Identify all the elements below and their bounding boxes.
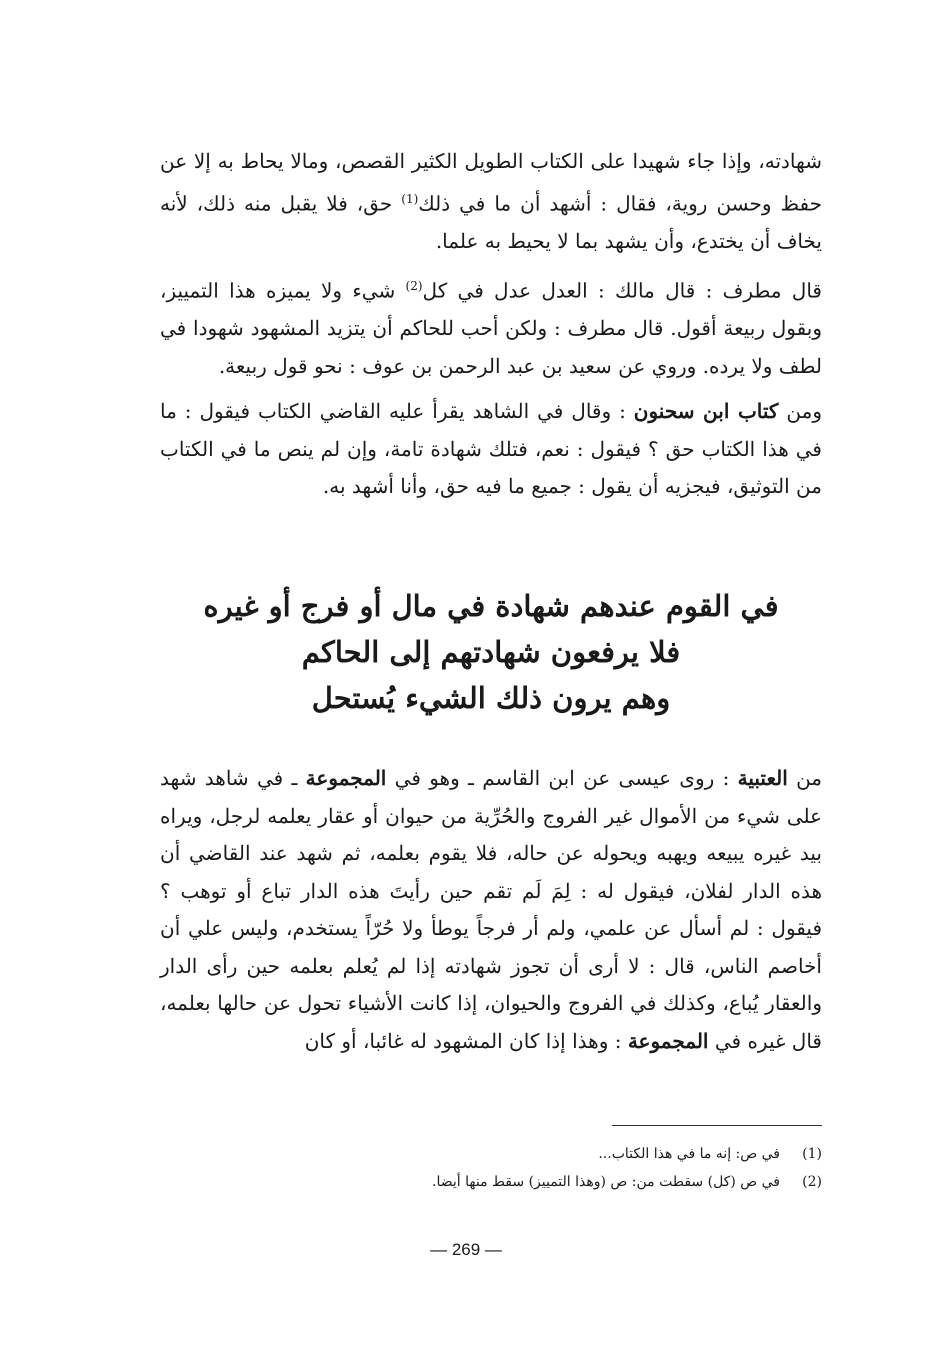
footnote-number: (1) [802, 1146, 822, 1162]
heading-line-1: في القوم عندهم شهادة في مال أو فرج أو غيره [203, 589, 779, 623]
paragraph-3-text: : وقال في الشاهد يقرأ عليه القاضي الكتاب فيقول : ما في هذا الكتاب حق ؟ فيقول : نعم، فتلك شهادة تامة، وإن لم ينص ما في الكتاب من التوثيق، فيجزيه أن يقول : جميع ما فيه حق، وأنا أشهد به. [160, 399, 822, 499]
paragraph-2 [160, 268, 822, 385]
footnote-2 [160, 1168, 822, 1196]
paragraph-1 [160, 143, 822, 260]
paragraph-3 [160, 393, 822, 506]
paragraph-2-text: قال مطرف : قال مالك : العدل عدل في كل [422, 278, 822, 303]
paragraph-2-text-rest: شيء ولا يميزه هذا التمييز، وبقول ربيعة أقول. قال مطرف : ولكن أحب للحاكم أن يتزيد المشهود شهودا في لطف ولا يرده. وروي عن سعيد بن عبد الرحمن بن عوف : نحو قول ربيعة. [160, 278, 822, 378]
paragraph-4-text-a: : روى عيسى عن ابن القاسم ـ وهو في [386, 766, 738, 790]
body-text-top [160, 143, 822, 506]
heading-line-2: فلا يرفعون شهادتهم إلى الحاكم [301, 635, 681, 669]
footnote-ref-1: (1) [401, 191, 419, 206]
paragraph-3-lead: ومن [778, 399, 822, 424]
source-name-utbiyya: العتبية [737, 766, 788, 790]
paragraph-4-text-b: ـ في شاهد شهد على شيء من الأموال غير الفروج والحُرِّية من حيوان أو عقار يعلمه لرجل، ويراه بيد غيره يبيعه ويهبه ويحوله عن حاله، فلا يقوم بعلمه، ثم شهد عند القاضي أن هذه الدار لفلان، فيقول له : لِمَ لَم تقم حين رأيتَ هذه الدار تباع أو توهب ؟ فيقول : لم أسأل عن علمي، ولم أر فرجاً يوطأ ولا حُرّاً يستخدم، وليس علي أن أخاصم الناس، قال : لا أرى أن تجوز شهادته إذا لم يُعلم بعلمه حين رأى الدار والعقار يُباع، وكذلك في الفروج والحيوان، إذا كانت الأشياء تحول عن حالها بعلمه، قال غيره في [160, 766, 822, 1053]
section-heading [160, 583, 822, 721]
footnote-text: في ص: إنه ما في هذا الكتاب... [598, 1146, 780, 1162]
page-number: — 269 — [430, 1240, 502, 1259]
paragraph-4-lead: من [787, 766, 823, 790]
footnotes [160, 1140, 822, 1196]
heading-line-3: وهم يرون ذلك الشيء يُستحل [311, 681, 671, 715]
footnote-number: (2) [802, 1174, 822, 1190]
source-name-majmua-2: المجموعة [627, 1028, 709, 1053]
paragraph-4 [160, 760, 822, 1060]
footnote-text: في ص (كل) سقطت من: ص (وهذا التمييز) سقط منها أيضا. [432, 1174, 780, 1190]
footnote-1 [160, 1140, 822, 1168]
paragraph-1-text: شهادته، وإذا جاء شهيدا على الكتاب الطويل الكثير القصص، ومالا يحاط به إلا عن حفظ وحسن روية، فقال : أشهد أن ما في ذلك [160, 149, 822, 216]
source-name-majmua: المجموعة [305, 766, 387, 790]
source-name-ibn-sahnun: كتاب ابن سحنون [633, 399, 779, 424]
paragraph-4-text-end: : وهذا إذا كان المشهود له غائبا، أو كان [304, 1028, 628, 1053]
footnote-ref-2: (2) [405, 279, 423, 294]
body-text-bottom [160, 760, 822, 1060]
paragraph-1-text-rest: حق، فلا يقبل منه ذلك، لأنه يخاف أن يختدع، وأن يشهد بما لا يحيط به علما. [160, 191, 822, 253]
footnote-separator [612, 1125, 822, 1126]
